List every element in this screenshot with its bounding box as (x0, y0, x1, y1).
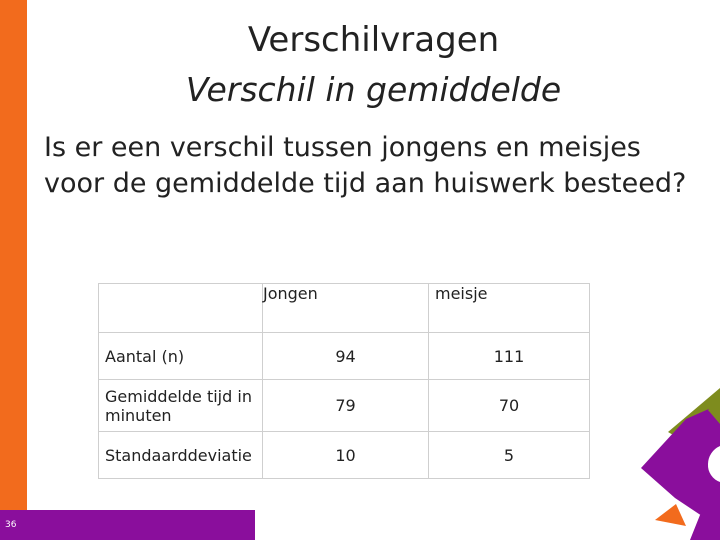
slide-number: 36 (5, 520, 17, 530)
table-row-label: Gemiddelde tijd in minuten (99, 380, 263, 432)
table-cell: 94 (263, 333, 429, 380)
table-cell: 10 (263, 432, 429, 479)
table-header-cell: meisje (429, 284, 590, 333)
table-row (99, 333, 590, 380)
table-header-row (99, 284, 590, 333)
table-header-cell: Jongen (263, 284, 429, 333)
table-row (99, 432, 590, 479)
table-cell: 70 (429, 380, 590, 432)
table-cell: 79 (263, 380, 429, 432)
table-header-cell (99, 284, 263, 333)
table-cell: 5 (429, 432, 590, 479)
table-row (99, 380, 590, 432)
slide-subtitle: Verschil in gemiddelde (185, 70, 562, 109)
table-row-label: Standaarddeviatie (99, 432, 263, 479)
data-table (98, 283, 590, 479)
table-row-label: Aantal (n) (99, 333, 263, 380)
question-text: Is er een verschil tussen jongens en meisjes voor de gemiddelde tijd aan huiswerk besteed? (44, 132, 687, 199)
slide-title: Verschilvragen (247, 20, 500, 60)
orange-shape (655, 504, 686, 526)
table-cell: 111 (429, 333, 590, 380)
